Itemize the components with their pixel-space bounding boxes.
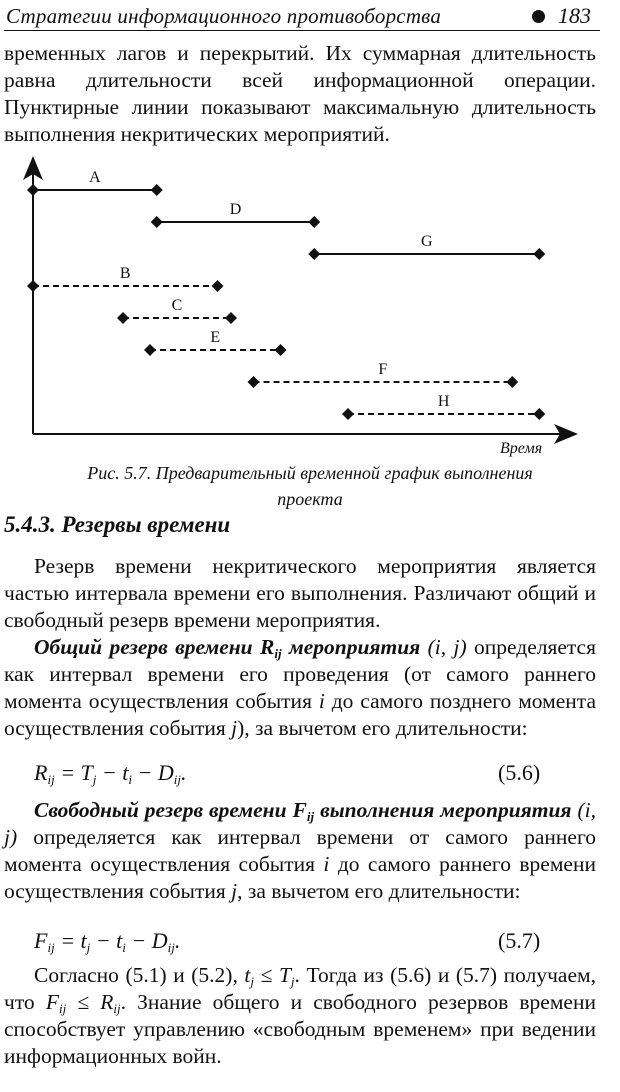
event-diamond-H-end [533,408,545,420]
event-diamond-A-start [27,184,39,196]
term-total-reserve: Общий резерв времени $R_{ij}$ мероприятия [34,635,421,661]
activity-label-D: D [229,201,242,218]
event-diamond-D-start [151,216,163,228]
term-free-reserve: Свободный резерв времени $F_{ij}$ выполнения мероприятия [34,798,572,824]
caption-line-2: проекта [277,489,343,509]
paragraph-3: Свободный резерв времени $F_{ij}$ выполнения мероприятия (i, j) определяется как интервал времени от самого раннего момента осуществления события i до самого раннего времени осуществления события j, за вычетом его длительности: [4,798,596,903]
event-diamond-E-start [144,344,156,356]
event-diamond-G-end [533,248,545,260]
paragraph-4: Согласно (5.1) и (5.2), $t_j \le T_j$. Тогда из (5.6) и (5.7) получаем, что $F_{ij} \le R_{ij}$. Знание общего и свободного резервов времени способствует управлению «свободным временем» при ведении информационных войн. [4,963,596,1068]
event-diamond-H-start [342,408,354,420]
intro-paragraph: временных лагов и перекрытий. Их суммарная длительность равна длительности всей информационной операции. Пунктирные линии показывают максимальную длительность выполнения некритических мероприятий. [4,41,596,146]
event-diamond-C-end [225,312,237,324]
x-axis-label: Время [500,440,543,457]
event-diamond-D-end [308,216,320,228]
activity-label-H: H [437,393,450,410]
event-diamond-C-start [117,312,129,324]
event-diamond-A-end [151,184,163,196]
formula-5-6: $R_{ij} = T_j - t_i - D_{ij}$. [34,760,187,787]
activity-label-E: E [210,329,221,346]
formula-5-7: $F_{ij} = t_j - t_i - D_{ij}$. [34,928,181,955]
running-header [4,2,600,31]
activity-bars [27,169,545,420]
caption-line-1: Рис. 5.7. Предварительный временной график выполнения [87,463,533,483]
formula-number-5-6: (5.6) [498,760,541,785]
bullet-icon [532,10,545,23]
activity-label-C: C [171,297,183,314]
formula-number-5-7: (5.7) [498,928,541,953]
paragraph-2: Общий резерв времени $R_{ij}$ мероприятия (i, j) определяется как интервал времени его проведения (от самого раннего момента осуществления события i до самого позднего момента осуществления события j), за вычетом его длительности: [4,635,596,740]
activity-label-A: A [89,169,101,186]
event-diamond-F-start [248,376,260,388]
figure-caption [20,460,600,512]
section-title: 5.4.3. Резервы времени [4,512,231,537]
event-diamond-F-end [506,376,518,388]
activity-label-F: F [378,361,388,378]
event-diamond-B-end [212,280,224,292]
event-diamond-B-start [27,280,39,292]
gantt-figure [0,150,620,470]
header-title: Стратегии информационного противоборства [6,4,442,28]
event-diamond-G-start [308,248,320,260]
activity-label-B: B [119,265,131,282]
event-diamond-E-end [275,344,287,356]
page-number: 183 [558,3,591,28]
activity-label-G: G [420,233,433,250]
paragraph-1: Резерв времени некритического мероприятия является частью интервала времени его выполнения. Различают общий и свободный резерв времени мероприятия. [4,554,596,632]
